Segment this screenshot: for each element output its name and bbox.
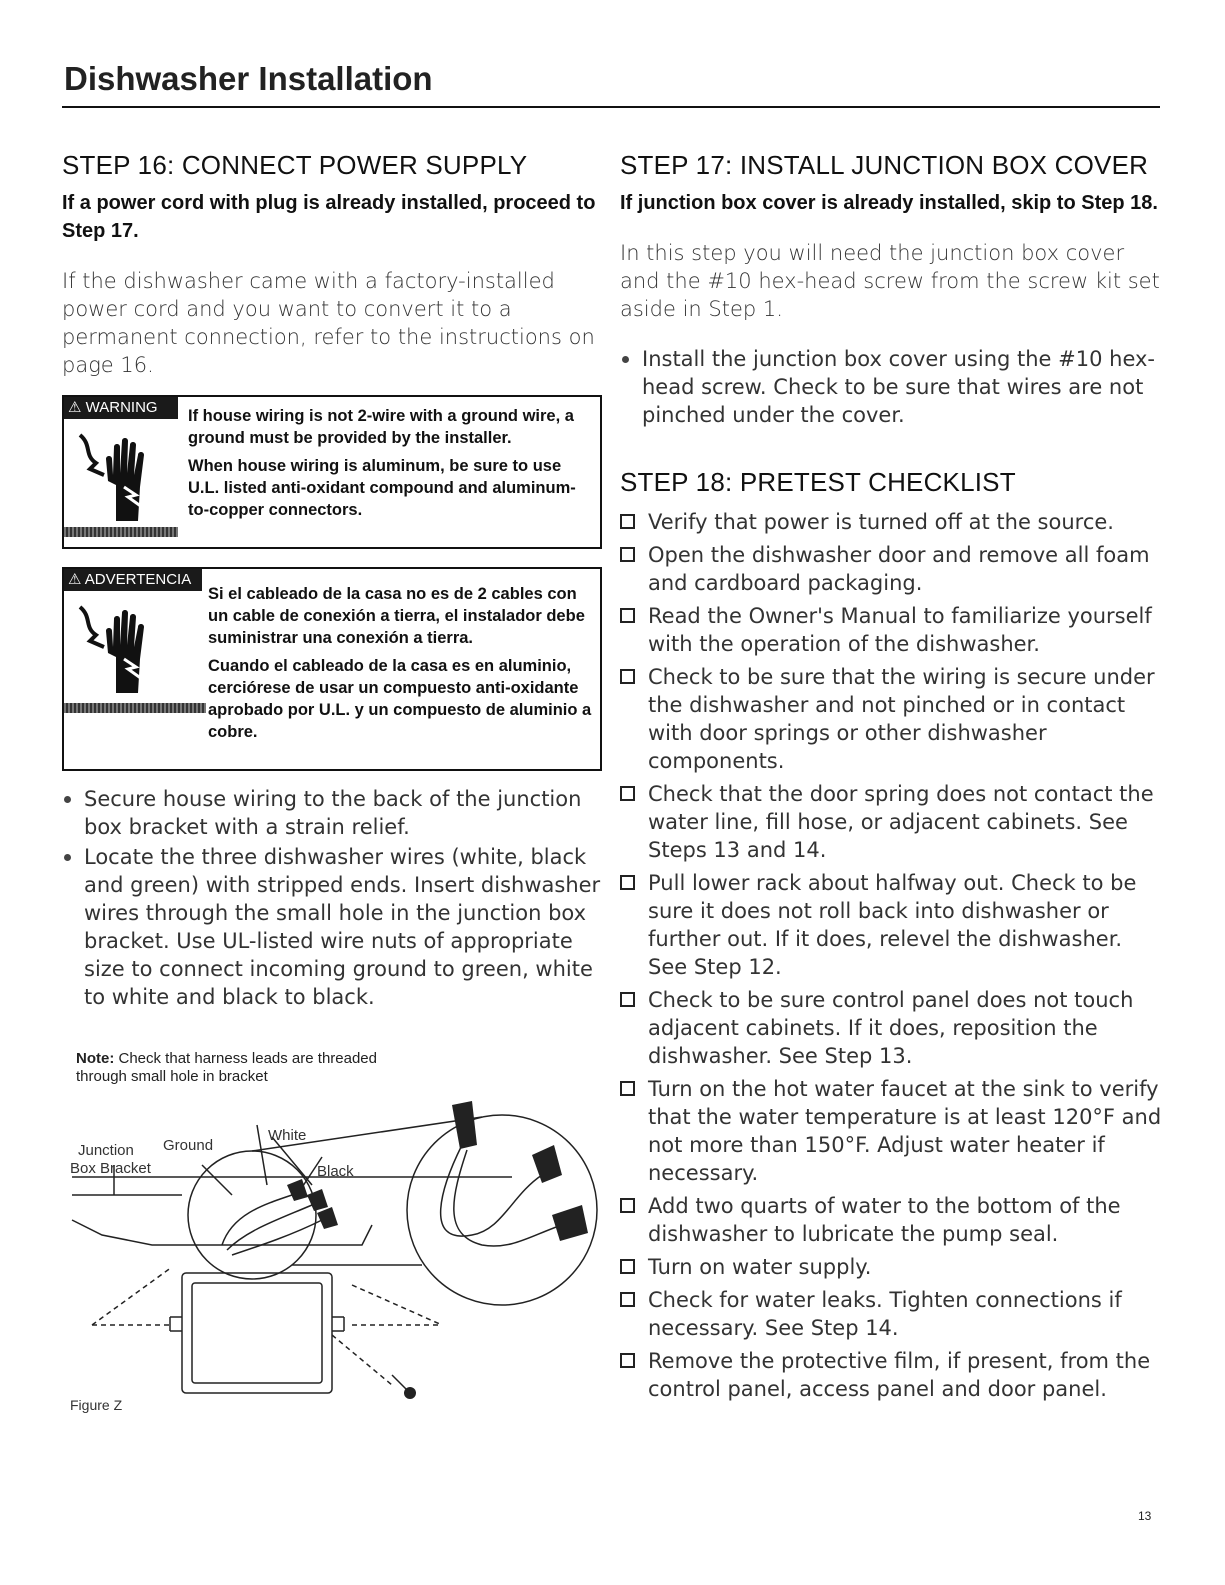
checkbox[interactable] [620, 547, 635, 562]
warning-triangle-icon: ⚠ [68, 399, 82, 416]
electric-shock-hand-icon [76, 425, 168, 525]
list-item: Install the junction box cover using the #10 hex-head screw. Check to be sure that wires are not pinched under the cover. [620, 345, 1165, 429]
figure-caption: Figure Z [70, 1397, 123, 1413]
checkbox[interactable] [620, 1353, 635, 1368]
advertencia-text [208, 583, 596, 743]
checklist-item-text: Pull lower rack about halfway out. Check to be sure it does not roll back into dishwasher or further out. If it does, relevel the dishwasher. See Step 12. [648, 871, 1137, 979]
figure-label-black: Black [317, 1163, 354, 1180]
advertencia-paragraph-1: Si el cableado de la casa no es de 2 cables con un cable de conexión a tierra, el instalador debe suministrar una conexión a tierra. [208, 585, 585, 647]
checklist-item-text: Check for water leaks. Tighten connections if necessary. See Step 14. [648, 1288, 1122, 1340]
checklist-item-text: Turn on the hot water faucet at the sink to verify that the water temperature is at least 120°F and not more than 150°F. Adjust water heater if necessary. [648, 1077, 1162, 1185]
checkbox[interactable] [620, 608, 635, 623]
advertencia-hatch-band [64, 703, 206, 713]
warning-hatch-band [64, 527, 178, 537]
step16-intro: If the dishwasher came with a factory-installed power cord and you want to convert it to a permanent connection, refer to the instructions on page 16. [62, 269, 595, 377]
page-title: Dishwasher Installation [64, 60, 433, 97]
step17-section [620, 150, 1165, 1408]
warning-text [188, 405, 588, 521]
checklist-item [620, 541, 1165, 597]
figure-label-white: White [268, 1127, 307, 1144]
checklist-item [620, 1192, 1165, 1248]
step17-title: STEP 17: INSTALL JUNCTION BOX COVER [620, 150, 1149, 180]
junction-box-diagram [62, 1045, 602, 1425]
checklist-item-text: Read the Owner's Manual to familiarize yourself with the operation of the dishwasher. [648, 604, 1152, 656]
warning-badge [64, 397, 178, 419]
step17-bullet-list [620, 345, 1165, 429]
advertencia-badge [64, 569, 202, 591]
checklist-item [620, 1253, 1165, 1281]
figure-z [62, 1045, 602, 1425]
step17-intro: In this step you will need the junction box cover and the #10 hex-head screw from the screw kit set aside in Step 1. [620, 241, 1160, 321]
checklist-item-text: Open the dishwasher door and remove all foam and cardboard packaging. [648, 543, 1150, 595]
checkbox[interactable] [620, 1292, 635, 1307]
step16-bullet-list [62, 785, 602, 1011]
step16-subtitle: If a power cord with plug is already installed, proceed to Step 17. [62, 192, 596, 242]
checkbox[interactable] [620, 1198, 635, 1213]
step18-checklist [620, 508, 1165, 1403]
figure-label-junction-line2: Box Bracket [70, 1160, 151, 1177]
checklist-item-text: Check to be sure that the wiring is secure under the dishwasher and not pinched or in contact with door springs or other dishwasher components. [648, 665, 1155, 773]
step18-title: STEP 18: PRETEST CHECKLIST [620, 467, 1016, 497]
checklist-item-text: Check that the door spring does not contact the water line, fill hose, or adjacent cabinets. See Steps 13 and 14. [648, 782, 1154, 862]
list-item: Secure house wiring to the back of the junction box bracket with a strain relief. [62, 785, 602, 841]
advertencia-triangle-icon: ⚠ [68, 571, 82, 588]
checklist-item-text: Check to be sure control panel does not touch adjacent cabinets. If it does, reposition the dishwasher. See Step 13. [648, 988, 1134, 1068]
checklist-item [620, 508, 1165, 536]
figure-label-junction-line1: Junction [78, 1142, 134, 1159]
warning-paragraph-1: If house wiring is not 2-wire with a ground wire, a ground must be provided by the installer. [188, 407, 574, 447]
checklist-item [620, 1286, 1165, 1342]
advertencia-box [62, 567, 602, 771]
checklist-item-text: Turn on water supply. [648, 1255, 872, 1279]
warning-badge-label: WARNING [85, 399, 158, 416]
checklist-item [620, 780, 1165, 864]
checklist-item [620, 986, 1165, 1070]
figure-label-junction [70, 1142, 151, 1178]
warning-paragraph-2: When house wiring is aluminum, be sure to use U.L. listed anti-oxidant compound and aluminum-to-copper connectors. [188, 457, 576, 519]
checkbox[interactable] [620, 786, 635, 801]
step17-subtitle: If junction box cover is already installed, skip to Step 18. [620, 192, 1158, 214]
checklist-item-text: Add two quarts of water to the bottom of the dishwasher to lubricate the pump seal. [648, 1194, 1121, 1246]
advertencia-paragraph-2: Cuando el cableado de la casa es en aluminio, cerciórese de usar un compuesto anti-oxidante aprobado por U.L. y un compuesto de aluminio a cobre. [208, 657, 592, 741]
checklist-item [620, 663, 1165, 775]
checklist-item [620, 1075, 1165, 1187]
warning-box [62, 395, 602, 549]
figure-note-label: Note: [76, 1050, 115, 1067]
advertencia-badge-label: ADVERTENCIA [84, 571, 192, 588]
title-divider [62, 106, 1160, 108]
electric-shock-hand-icon [76, 597, 168, 697]
figure-label-ground: Ground [163, 1137, 214, 1154]
checkbox[interactable] [620, 875, 635, 890]
checkbox[interactable] [620, 514, 635, 529]
step16-title: STEP 16: CONNECT POWER SUPPLY [62, 150, 528, 180]
checkbox[interactable] [620, 669, 635, 684]
checkbox[interactable] [620, 1081, 635, 1096]
checkbox[interactable] [620, 1259, 635, 1274]
checklist-item [620, 1347, 1165, 1403]
checklist-item-text: Remove the protective film, if present, from the control panel, access panel and door panel. [648, 1349, 1151, 1401]
checkbox[interactable] [620, 992, 635, 1007]
checklist-item [620, 869, 1165, 981]
checklist-item-text: Verify that power is turned off at the source. [648, 510, 1114, 534]
figure-note-text: Check that harness leads are threaded through small hole in bracket [76, 1050, 377, 1085]
list-item: Locate the three dishwasher wires (white, black and green) with stripped ends. Insert dishwasher wires through the small hole in the junction box bracket. Use UL-listed wire nuts of appropriate size to connect incoming ground to green, white to white and black to black. [62, 843, 602, 1011]
page-number: 13 [1138, 1509, 1152, 1523]
step16-section [62, 150, 602, 1013]
checklist-item [620, 602, 1165, 658]
